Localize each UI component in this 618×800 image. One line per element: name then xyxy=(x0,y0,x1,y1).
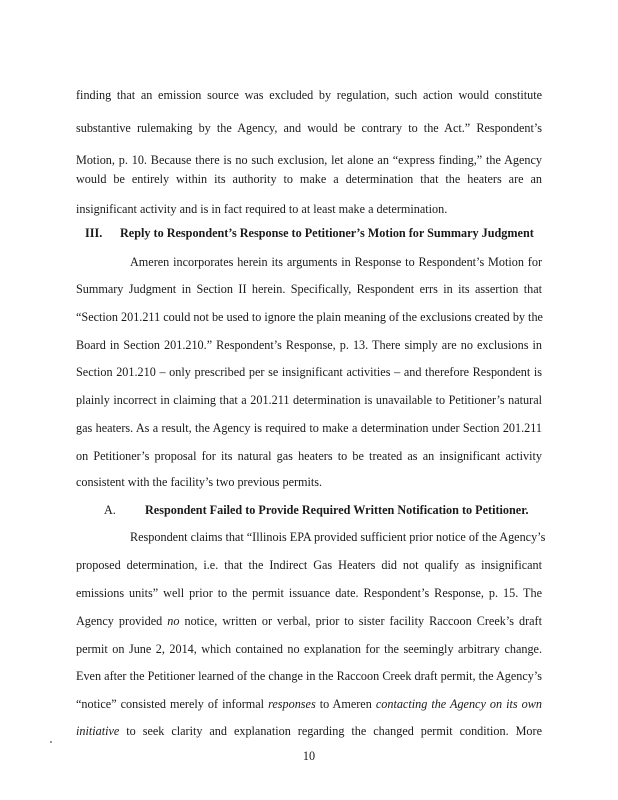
paragraph-1-line: insignificant activity and is in fact required to at least make a determination. xyxy=(76,202,448,216)
section-3-title: Reply to Respondent’s Response to Petitioner’s Motion for Summary Judgment xyxy=(120,226,534,240)
paragraph-3-line: Respondent claims that “Illinois EPA provided sufficient prior notice of the Agency’s xyxy=(130,530,546,544)
paragraph-2-line: gas heaters. As a result, the Agency is required to make a determination under Section 201.211 xyxy=(76,421,542,435)
paragraph-2-line: Board in Section 201.210.” Respondent’s Response, p. 13. There simply are no exclusions in xyxy=(76,338,542,352)
paragraph-3-line: emissions units” well prior to the permit issuance date. Respondent’s Response, p. 15. The xyxy=(76,586,542,600)
paragraph-3-line: proposed determination, i.e. that the Indirect Gas Heaters did not qualify as insignificant xyxy=(76,558,542,572)
paragraph-2-line: consistent with the facility’s two previous permits. xyxy=(76,475,323,489)
section-3-number: III. xyxy=(85,226,103,240)
paragraph-2-line: on Petitioner’s proposal for its natural gas heaters to be treated as an insignificant activity xyxy=(76,449,542,463)
paragraph-1-line: substantive rulemaking by the Agency, and would be contrary to the Act.” Respondent’s xyxy=(76,121,542,135)
paragraph-1-line: finding that an emission source was excluded by regulation, such action would constitute xyxy=(76,88,542,102)
paragraph-3-line: initiative to seek clarity and explanation regarding the changed permit condition. More xyxy=(76,724,542,738)
paragraph-2-line: Summary Judgment in Section II herein. Specifically, Respondent errs in its assertion that xyxy=(76,282,542,296)
paragraph-2-line: Section 201.210 – only prescribed per se insignificant activities – and therefore Respondent is xyxy=(76,365,542,379)
paragraph-3-line: Even after the Petitioner learned of the change in the Raccoon Creek draft permit, the Agency’s xyxy=(76,669,542,683)
paragraph-3-line: Agency provided no notice, written or verbal, prior to sister facility Raccoon Creek’s draft xyxy=(76,614,542,628)
paragraph-1-line: would be entirely within its authority to make a determination that the heaters are an xyxy=(76,172,542,186)
section-a-title: Respondent Failed to Provide Required Written Notification to Petitioner. xyxy=(145,503,529,517)
section-a-letter: A. xyxy=(104,503,116,517)
scan-artifact xyxy=(50,741,52,743)
paragraph-3-line: permit on June 2, 2014, which contained no explanation for the seemingly arbitrary change. xyxy=(76,642,542,656)
paragraph-2-line: plainly incorrect in claiming that a 201.211 determination is unavailable to Petitioner’s natural xyxy=(76,393,542,407)
paragraph-3-line: “notice” consisted merely of informal responses to Ameren contacting the Agency on its own xyxy=(76,697,542,711)
paragraph-2-line: Ameren incorporates herein its arguments in Response to Respondent’s Motion for xyxy=(130,255,542,269)
page-number: 10 xyxy=(302,749,316,763)
paragraph-2-line: “Section 201.211 could not be used to ignore the plain meaning of the exclusions created by the xyxy=(76,310,543,324)
paragraph-1-line: Motion, p. 10. Because there is no such exclusion, let alone an “express finding,” the Agency xyxy=(76,153,542,167)
